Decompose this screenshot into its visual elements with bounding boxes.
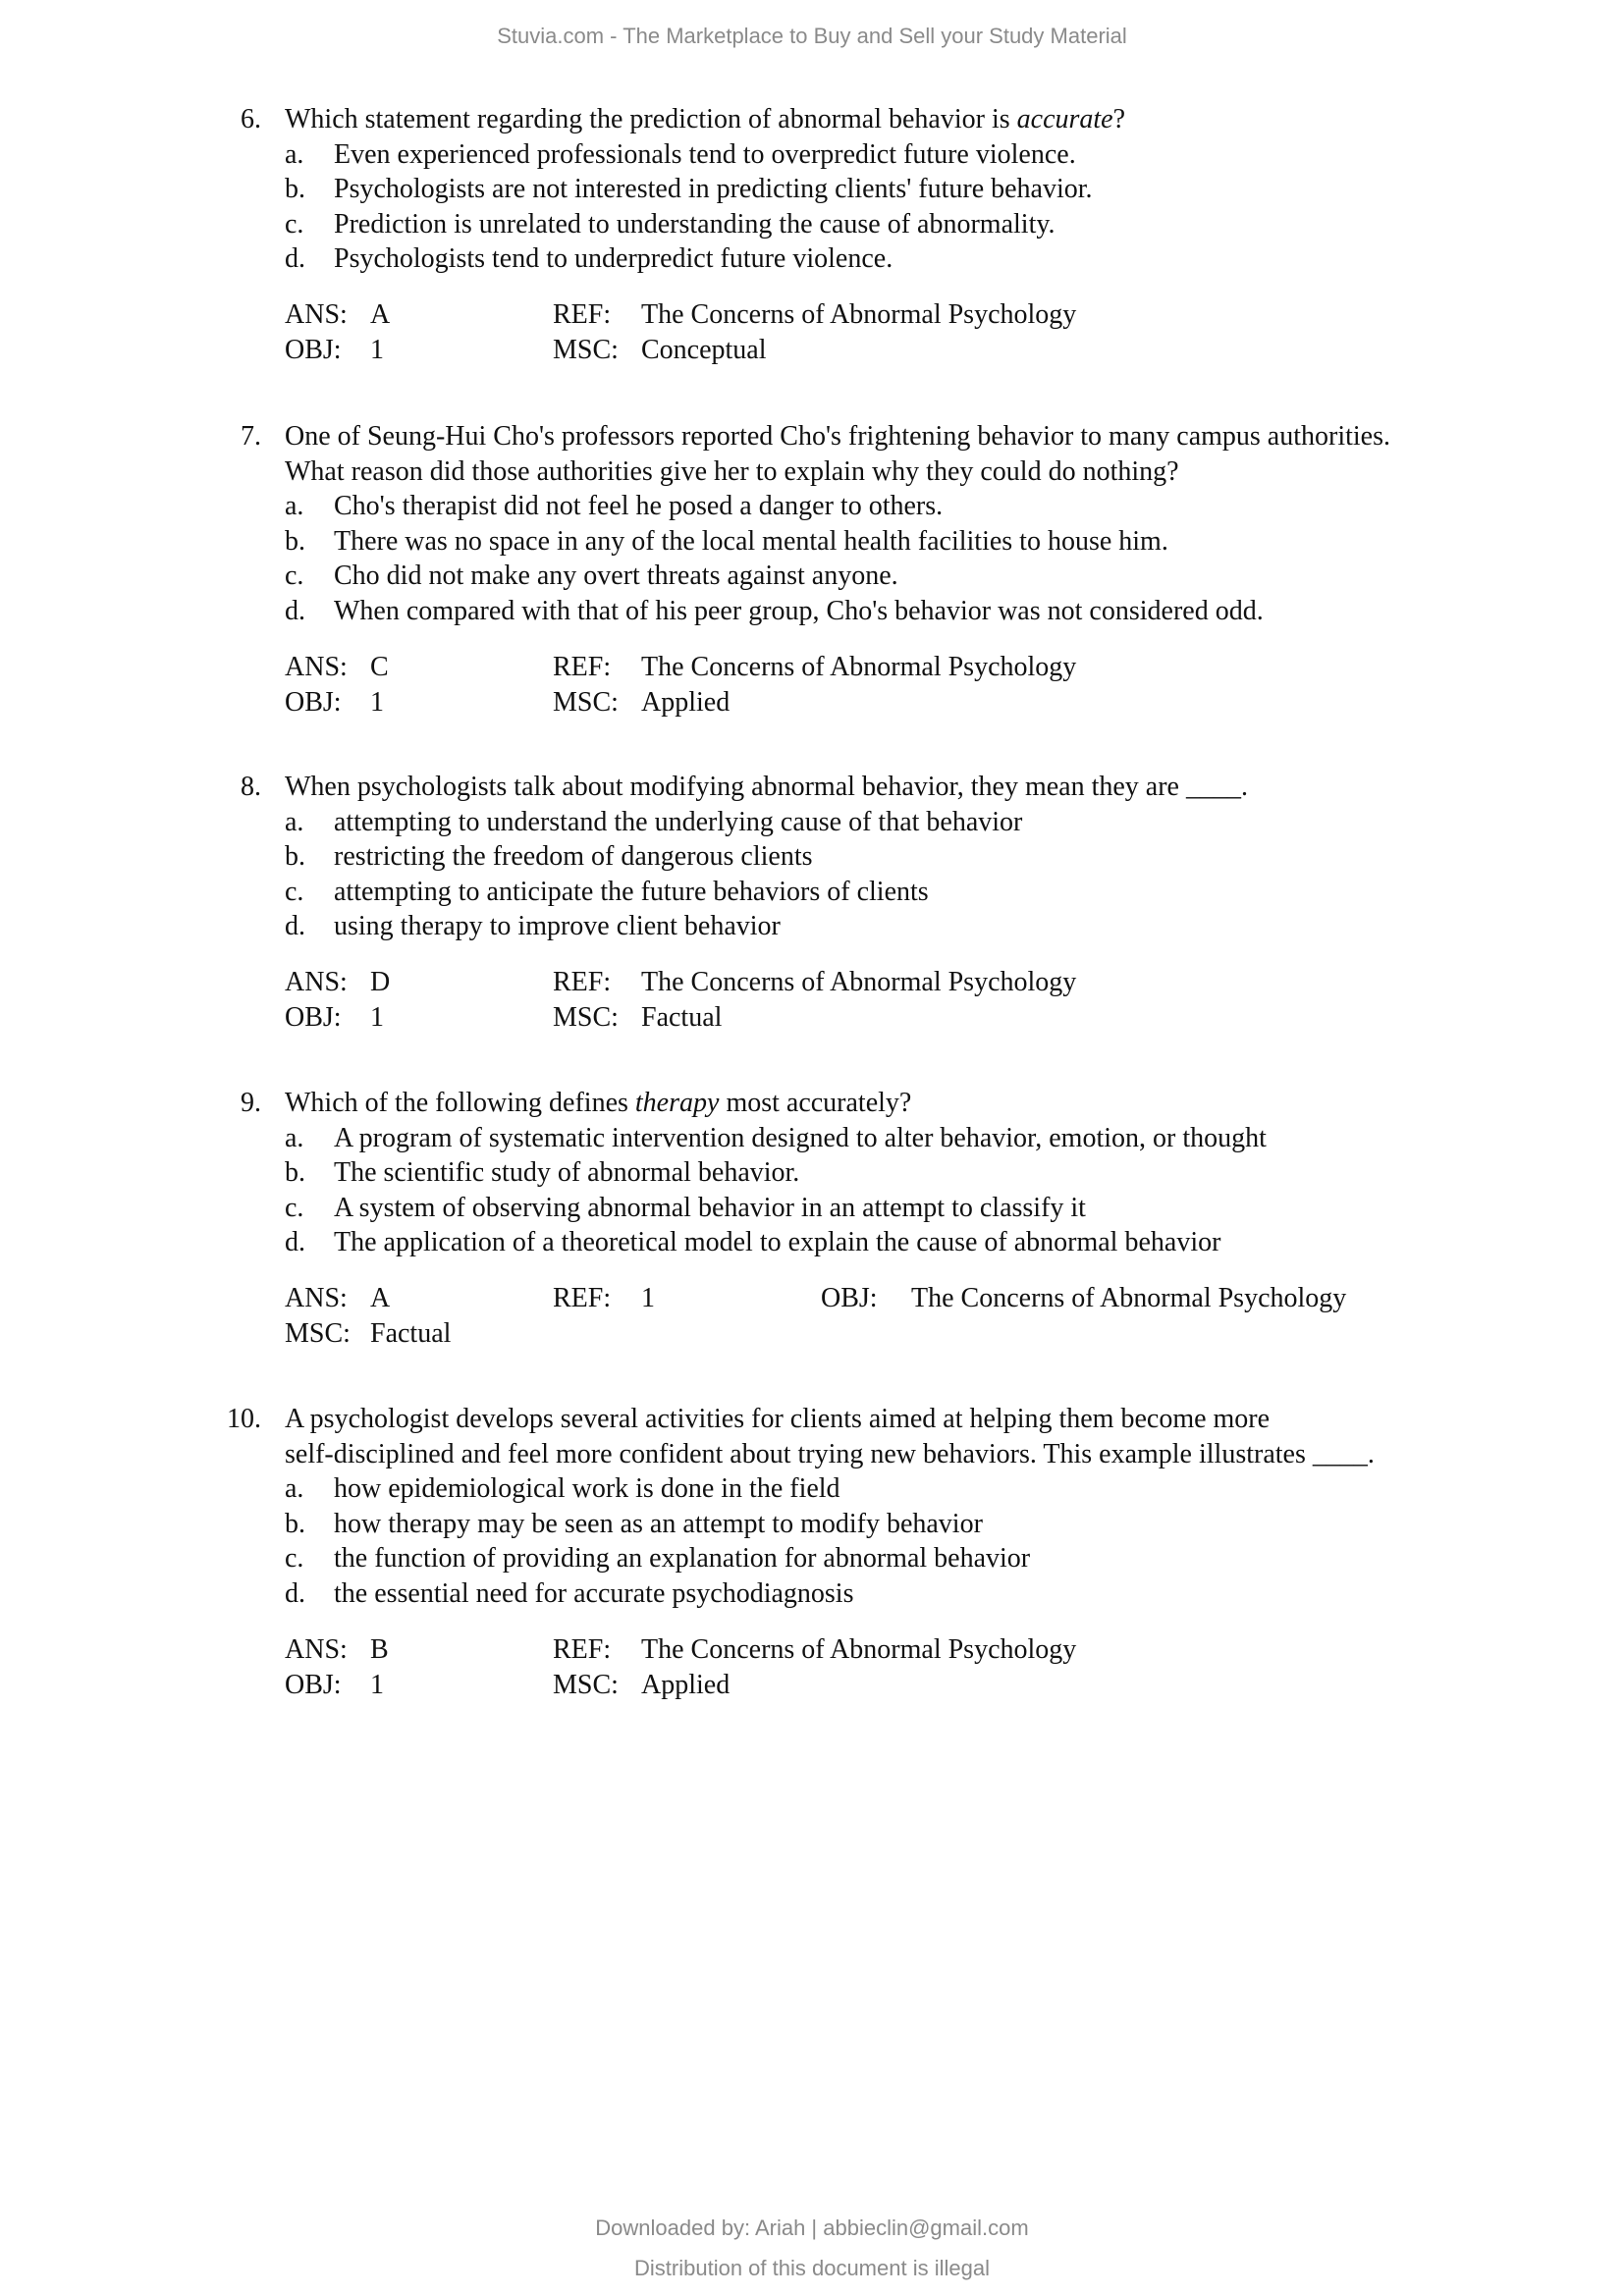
option-text: attempting to anticipate the future behaviors of clients (334, 876, 929, 907)
option-letter: c. (285, 1192, 304, 1223)
option-text: how therapy may be seen as an attempt to modify behavior (334, 1508, 983, 1539)
footer-downloaded-by: Downloaded by: Ariah | abbieclin@gmail.com (595, 2216, 1029, 2240)
option-letter: c. (285, 876, 304, 907)
msc-value: Applied (641, 686, 731, 718)
obj-value: 1 (370, 1669, 384, 1700)
option-letter: b. (285, 525, 305, 557)
msc-label: MSC: (553, 1669, 619, 1700)
ref-value: The Concerns of Abnormal Psychology (641, 1634, 1077, 1665)
option-letter: a. (285, 138, 304, 170)
option-letter: d. (285, 243, 305, 274)
stem-text: Which of the following defines (285, 1088, 635, 1118)
question-stem (285, 770, 1248, 805)
option-text: The scientific study of abnormal behavior. (334, 1157, 800, 1188)
option-letter: a. (285, 806, 304, 837)
stem-line: One of Seung-Hui Cho's professors reported Cho's frightening behavior to many campus authorities. (285, 421, 1390, 452)
ans-value: B (370, 1634, 389, 1665)
option-letter: c. (285, 208, 304, 240)
question-number: 10. (227, 1404, 261, 1434)
msc-value: Factual (370, 1317, 452, 1349)
option-text: The application of a theoretical model to explain the cause of abnormal behavior (334, 1227, 1221, 1257)
option-text: how epidemiological work is done in the field (334, 1473, 840, 1504)
option-letter: d. (285, 911, 305, 941)
ref-value: The Concerns of Abnormal Psychology (641, 652, 1077, 682)
ref-label: REF: (553, 967, 612, 997)
ref-label: REF: (553, 299, 612, 330)
obj-label: OBJ: (821, 1283, 878, 1313)
option-letter: a. (285, 1473, 304, 1504)
stem-text: most accurately? (719, 1088, 912, 1118)
option-letter: a. (285, 1122, 304, 1153)
ans-value: D (370, 967, 391, 997)
question-stem (285, 1086, 911, 1121)
ans-value: A (370, 1283, 391, 1313)
option-letter: c. (285, 561, 304, 591)
stem-line: When psychologists talk about modifying abnormal behavior, they mean they are ____. (285, 772, 1248, 802)
msc-label: MSC: (285, 1317, 351, 1349)
stem-text: Which statement regarding the prediction of abnormal behavior is (285, 104, 1017, 134)
msc-value: Conceptual (641, 334, 767, 365)
obj-value: 1 (370, 686, 384, 718)
obj-label: OBJ: (285, 686, 342, 718)
stem-line: A psychologist develops several activities for clients aimed at helping them become more (285, 1404, 1271, 1434)
footer-distribution-notice: Distribution of this document is illegal (634, 2256, 990, 2280)
msc-value: Applied (641, 1669, 731, 1700)
question-stem (285, 102, 1125, 137)
obj-value: 1 (370, 334, 384, 365)
ans-label: ANS: (285, 299, 348, 330)
option-text: Psychologists tend to underpredict future violence. (334, 243, 893, 274)
question-number: 7. (241, 421, 261, 452)
option-text: Psychologists are not interested in predicting clients' future behavior. (334, 174, 1093, 204)
option-text: A program of systematic intervention designed to alter behavior, emotion, or thought (334, 1122, 1267, 1153)
option-text: There was no space in any of the local mental health facilities to house him. (334, 525, 1168, 557)
question-number: 9. (241, 1088, 261, 1118)
msc-label: MSC: (553, 334, 619, 365)
option-letter: a. (285, 491, 304, 521)
ref-value: The Concerns of Abnormal Psychology (641, 967, 1077, 997)
stem-text: ? (1112, 104, 1126, 134)
option-text: When compared with that of his peer group, Cho's behavior was not considered odd. (334, 595, 1264, 626)
ans-value: A (370, 299, 391, 330)
obj-value: The Concerns of Abnormal Psychology (911, 1283, 1347, 1313)
option-text: attempting to understand the underlying cause of that behavior (334, 806, 1023, 837)
stem-emphasis: therapy (634, 1088, 720, 1118)
option-letter: b. (285, 174, 305, 204)
ref-value: The Concerns of Abnormal Psychology (641, 299, 1077, 330)
option-letter: d. (285, 1577, 305, 1609)
option-letter: d. (285, 595, 305, 626)
obj-label: OBJ: (285, 1669, 342, 1700)
option-text: the function of providing an explanation for abnormal behavior (334, 1543, 1031, 1574)
option-text: A system of observing abnormal behavior in an attempt to classify it (334, 1192, 1086, 1223)
question-number: 6. (241, 104, 261, 134)
option-letter: b. (285, 1508, 305, 1539)
option-text: the essential need for accurate psychodiagnosis (334, 1577, 854, 1609)
option-letter: b. (285, 1157, 305, 1188)
option-letter: b. (285, 841, 305, 872)
question-stem (285, 419, 1390, 489)
msc-label: MSC: (553, 686, 619, 718)
msc-label: MSC: (553, 1001, 619, 1033)
option-text: using therapy to improve client behavior (334, 911, 781, 941)
ans-label: ANS: (285, 967, 348, 997)
stem-line: self-disciplined and feel more confident about trying new behaviors. This example illustrates ____. (285, 1438, 1375, 1469)
ans-label: ANS: (285, 1283, 348, 1313)
option-text: Even experienced professionals tend to overpredict future violence. (334, 138, 1076, 170)
stem-emphasis: accurate (1016, 104, 1113, 134)
option-letter: d. (285, 1227, 305, 1257)
stem-line: What reason did those authorities give her to explain why they could do nothing? (285, 455, 1179, 487)
obj-label: OBJ: (285, 1001, 342, 1033)
option-text: Prediction is unrelated to understanding the cause of abnormality. (334, 208, 1056, 240)
obj-value: 1 (370, 1001, 384, 1033)
option-text: Cho did not make any overt threats against anyone. (334, 561, 898, 591)
ref-label: REF: (553, 1283, 612, 1313)
ans-label: ANS: (285, 1634, 348, 1665)
ref-label: REF: (553, 1634, 612, 1665)
option-text: restricting the freedom of dangerous clients (334, 841, 813, 872)
ans-label: ANS: (285, 652, 348, 682)
option-letter: c. (285, 1543, 304, 1574)
obj-label: OBJ: (285, 334, 342, 365)
ref-value: 1 (641, 1283, 655, 1313)
ans-value: C (370, 652, 389, 682)
msc-value: Factual (641, 1001, 723, 1033)
option-text: Cho's therapist did not feel he posed a danger to others. (334, 491, 944, 521)
question-number: 8. (241, 772, 261, 802)
question-stem (285, 1402, 1375, 1471)
stuvia-banner: Stuvia.com - The Marketplace to Buy and Sell your Study Material (497, 24, 1127, 48)
ref-label: REF: (553, 652, 612, 682)
